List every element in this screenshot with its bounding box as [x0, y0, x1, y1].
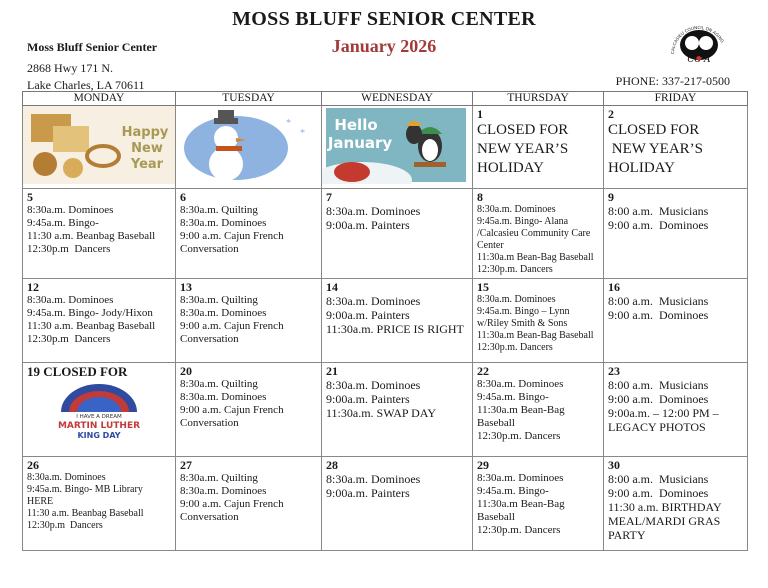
event-item: Baseball: [477, 511, 515, 523]
event-item: 9:00a.m. Painters: [326, 218, 410, 232]
day-cell-12: [23, 279, 176, 363]
day-number: 30: [608, 458, 620, 472]
day-number: 21: [326, 364, 338, 378]
event-item: 8:30a.m. Dominoes: [27, 294, 114, 306]
event-item: 11:30a.m Bean-Bag: [477, 498, 565, 510]
day-number: 23: [608, 364, 620, 378]
closed-text: NEW YEAR’S: [477, 141, 569, 157]
event-item: 8:30a.m. Dominoes: [326, 204, 421, 218]
day-number: 27: [180, 458, 192, 472]
happy-new-year-image: [23, 106, 176, 189]
header-wednesday: WEDNESDAY: [322, 92, 473, 106]
event-item: 9:00 a.m. Dominoes: [608, 218, 709, 232]
event-item: 11:30 a.m. BIRTHDAY: [608, 500, 722, 514]
svg-text:*: *: [300, 128, 305, 139]
header-monday: MONDAY: [23, 92, 176, 106]
header-thursday: THURSDAY: [473, 92, 604, 106]
event-item: 12:30p.m Dancers: [27, 243, 111, 255]
closed-text: HOLIDAY: [608, 160, 675, 176]
event-item: 8:30a.m. Dominoes: [27, 472, 106, 483]
day-number: 14: [326, 280, 338, 294]
day-cell-26: [23, 457, 176, 551]
event-item: 9:00 a.m. Cajun French: [180, 320, 284, 332]
event-item: 9:00 a.m. Cajun French: [180, 230, 284, 242]
event-item: 8:30a.m. Dominoes: [180, 307, 267, 319]
closed-text: CLOSED FOR: [477, 122, 569, 138]
event-item: 8:30a.m. Dominoes: [326, 294, 421, 308]
event-item: 11:30a.m Bean-Bag Baseball: [477, 252, 594, 263]
day-number: 8: [477, 190, 483, 204]
event-item: 12:30p.m. Dancers: [477, 342, 553, 353]
hello-january-image: [322, 106, 473, 189]
week-row: [23, 279, 748, 363]
event-item: HERE: [27, 496, 54, 507]
week-row: [23, 106, 748, 189]
mlk-line1-text: MARTIN LUTHER: [57, 421, 141, 431]
day-cell-9: [604, 189, 748, 279]
event-item: 12:30p.m Dancers: [27, 333, 111, 345]
image-text-january: January: [327, 134, 393, 152]
event-item: 12:30p.m. Dancers: [477, 264, 553, 275]
image-text-happy: Happy: [121, 125, 169, 140]
mlk-closed-title: 19 CLOSED FOR: [27, 364, 128, 379]
event-item: 11:30 a.m. Beanbag Baseball: [27, 320, 156, 332]
event-item: Conversation: [180, 511, 239, 523]
event-item: 8:30a.m. Dominoes: [180, 391, 267, 403]
event-item: 9:45a.m. Bingo-: [477, 485, 549, 497]
event-item: 8:00 a.m. Musicians: [608, 294, 709, 308]
event-item: 9:00a.m. – 12:00 PM –: [608, 406, 719, 420]
day-cell-20: [176, 363, 322, 457]
logo-initials: CC A: [687, 55, 711, 64]
week-row: [23, 189, 748, 279]
svg-text:*: *: [286, 118, 291, 129]
event-item: 8:30a.m. Quilting: [180, 378, 258, 390]
day-cell-27: [176, 457, 322, 551]
event-item: 8:30a.m. Dominoes: [477, 378, 564, 390]
mlk-line2-text: KING DAY: [77, 431, 121, 440]
day-cell-13: [176, 279, 322, 363]
day-cell-23: [604, 363, 748, 457]
event-item: 8:30a.m. Dominoes: [477, 204, 556, 215]
event-item: 9:45a.m. Bingo – Lynn: [477, 306, 570, 317]
event-item: 12:30p.m Dancers: [27, 520, 103, 531]
event-item: 9:00 a.m. Dominoes: [608, 392, 709, 406]
day-cell-21: [322, 363, 473, 457]
image-text-year: Year: [130, 157, 164, 172]
event-item: 11:30a.m. SWAP DAY: [326, 406, 437, 420]
org-name: Moss Bluff Senior Center: [27, 40, 158, 54]
phone-number: PHONE: 337-217-0500: [615, 74, 730, 88]
event-item: 8:30a.m. Dominoes: [180, 217, 267, 229]
mlk-day-image: [49, 378, 149, 440]
weekday-header-row: [23, 92, 748, 106]
event-item: 11:30 a.m. Beanbag Baseball: [27, 230, 156, 242]
event-item: 8:30a.m. Dominoes: [326, 472, 421, 486]
day-cell-5: [23, 189, 176, 279]
day-cell-30: [604, 457, 748, 551]
event-item: 9:45a.m. Bingo- Alana: [477, 216, 569, 227]
event-item: 9:00 a.m. Cajun French: [180, 404, 284, 416]
day-number: 5: [27, 190, 33, 204]
day-cell-22: [473, 363, 604, 457]
header-tuesday: TUESDAY: [176, 92, 322, 106]
day-number: 1: [477, 107, 483, 121]
day-cell-29: [473, 457, 604, 551]
event-item: 8:30a.m. Dominoes: [27, 204, 114, 216]
day-cell-15: [473, 279, 604, 363]
day-number: 29: [477, 458, 489, 472]
closed-text: HOLIDAY: [477, 160, 544, 176]
week-row: [23, 457, 748, 551]
day-number: 15: [477, 280, 489, 294]
event-item: 8:00 a.m. Musicians: [608, 378, 709, 392]
event-item: 11:30 a.m. Beanbag Baseball: [27, 508, 144, 519]
image-text-hello: Hello: [334, 116, 378, 134]
day-cell-28: [322, 457, 473, 551]
event-item: w/Riley Smith & Sons: [477, 318, 568, 329]
day-number: 2: [608, 107, 614, 121]
event-item: 8:30a.m. Dominoes: [477, 294, 556, 305]
event-item: 9:00a.m. Painters: [326, 308, 410, 322]
event-item: 9:45a.m. Bingo- MB Library: [27, 484, 143, 495]
council-on-aging-logo: [664, 20, 734, 64]
logo-arc-text: CALCASIEU COUNCIL ON AGING: [669, 25, 726, 55]
closed-text: NEW YEAR’S: [608, 141, 703, 157]
day-number: 16: [608, 280, 620, 294]
event-item: 11:30a.m Bean-Bag: [477, 404, 565, 416]
day-cell-19: [23, 363, 176, 457]
day-number: 22: [477, 364, 489, 378]
event-item: 9:00 a.m. Cajun French: [180, 498, 284, 510]
event-item: Conversation: [180, 333, 239, 345]
event-item: 11:30a.m. PRICE IS RIGHT: [326, 322, 464, 336]
address-line-2: Lake Charles, LA 70611: [27, 78, 145, 92]
event-item: 8:30a.m. Quilting: [180, 472, 258, 484]
day-number: 6: [180, 190, 186, 204]
event-item: 9:00a.m. Painters: [326, 486, 410, 500]
event-item: LEGACY PHOTOS: [608, 420, 706, 434]
day-number: 9: [608, 190, 614, 204]
address-line-1: 2868 Hwy 171 N.: [27, 61, 113, 75]
event-item: /Calcasieu Community Care: [477, 228, 591, 239]
event-item: PARTY: [608, 528, 646, 542]
event-item: Conversation: [180, 417, 239, 429]
event-item: 9:00a.m. Painters: [326, 392, 410, 406]
image-text-new: New: [131, 141, 163, 156]
day-number: 12: [27, 280, 39, 294]
header-friday: FRIDAY: [604, 92, 748, 106]
day-number: 28: [326, 458, 338, 472]
week-row: [23, 363, 748, 457]
event-item: 8:30a.m. Quilting: [180, 294, 258, 306]
event-item: 9:00 a.m. Dominoes: [608, 308, 709, 322]
event-item: 9:45a.m. Bingo- Jody/Hixon: [27, 307, 153, 319]
day-cell-14: [322, 279, 473, 363]
event-item: MEAL/MARDI GRAS: [608, 514, 721, 528]
event-item: 8:30a.m. Dominoes: [477, 472, 564, 484]
calendar-grid: [22, 91, 748, 551]
event-item: Baseball: [477, 417, 515, 429]
event-item: 8:30a.m. Dominoes: [326, 378, 421, 392]
day-cell-16: [604, 279, 748, 363]
event-item: 8:30a.m. Dominoes: [180, 485, 267, 497]
event-item: Center: [477, 240, 504, 251]
event-item: 9:45a.m. Bingo-: [477, 391, 549, 403]
day-cell-7: [322, 189, 473, 279]
day-cell-1: [473, 106, 604, 189]
day-cell-6: [176, 189, 322, 279]
page-title: MOSS BLUFF SENIOR CENTER: [232, 8, 536, 30]
month-title: January 2026: [331, 36, 437, 56]
day-cell-2: [604, 106, 748, 189]
day-number: 20: [180, 364, 192, 378]
mlk-top-text: I HAVE A DREAM: [76, 414, 122, 420]
event-item: 8:00 a.m. Musicians: [608, 204, 709, 218]
event-item: 12:30p.m. Dancers: [477, 430, 561, 442]
event-item: 11:30a.m Bean-Bag Baseball: [477, 330, 594, 341]
day-number: 26: [27, 458, 39, 472]
day-number: 13: [180, 280, 192, 294]
event-item: 8:30a.m. Quilting: [180, 204, 258, 216]
event-item: Conversation: [180, 243, 239, 255]
closed-text: CLOSED FOR: [608, 122, 700, 138]
event-item: 8:00 a.m. Musicians: [608, 472, 709, 486]
snowman-image: [176, 106, 322, 189]
day-cell-8: [473, 189, 604, 279]
event-item: 12:30p.m. Dancers: [477, 524, 561, 536]
event-item: 9:45a.m. Bingo-: [27, 217, 99, 229]
event-item: 9:00 a.m. Dominoes: [608, 486, 709, 500]
day-number: 7: [326, 190, 332, 204]
